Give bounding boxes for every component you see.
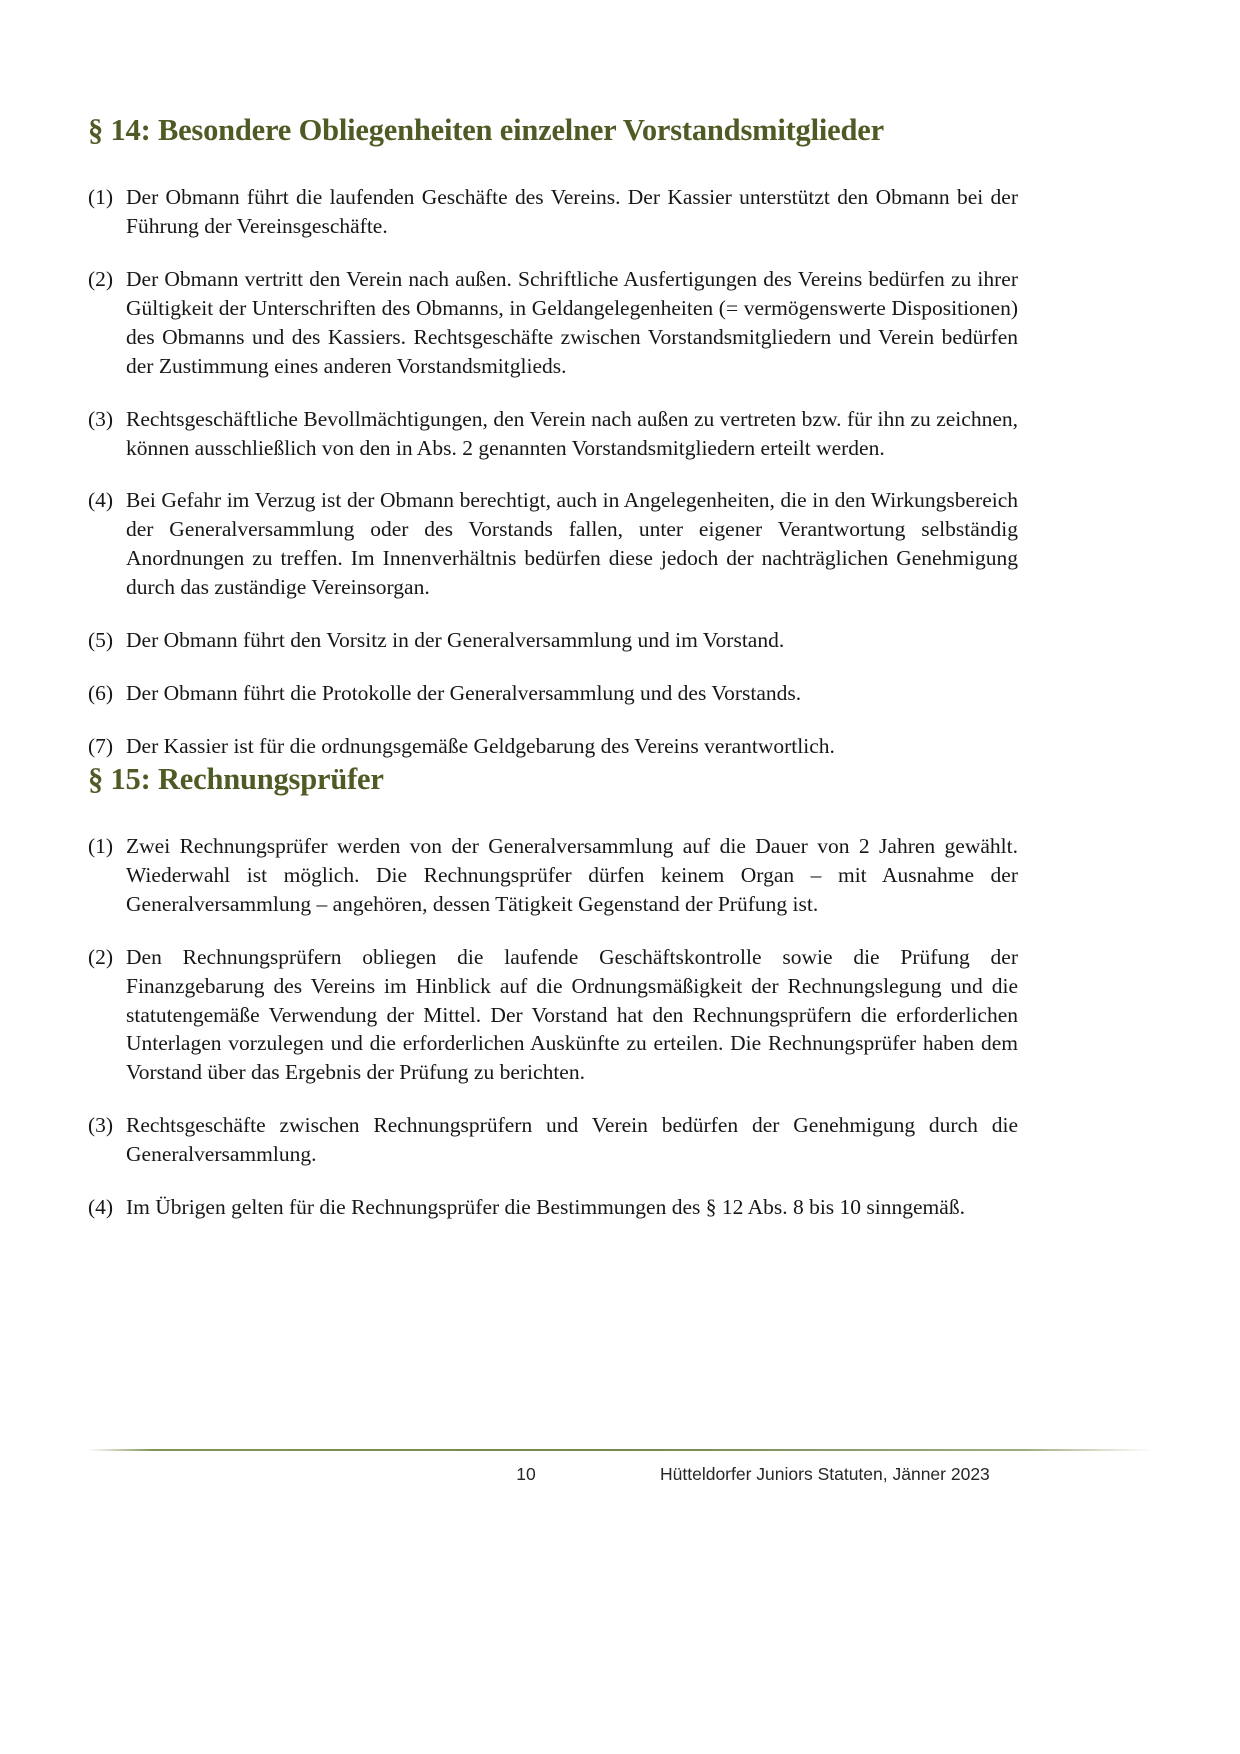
- clause-text: Der Kassier ist für die ordnungsgemäße Geldgebarung des Vereins verantwortlich.: [126, 733, 835, 758]
- clause-text: Den Rechnungsprüfern obliegen die laufende Geschäftskontrolle sowie die Prüfung der Finanzgebarung des Vereins im Hinblick auf die Ordnungsmäßigkeit der Rechnungslegung und die statutengemäße Verwendung der Mittel. Der Vorstand hat den Rechnungsprüfern die erforderlichen Unterlagen vorzulegen und die erforderlichen Auskünfte zu erteilen. Die Rechnungsprüfer haben dem Vorstand über das Ergebnis der Prüfung zu berichten.: [126, 944, 1018, 1085]
- clause-text: Bei Gefahr im Verzug ist der Obmann berechtigt, auch in Angelegenheiten, die in den Wirkungsbereich der Generalversammlung oder des Vorstands fallen, unter eigener Verantwortung selbständig Anordnungen zu treffen. Im Innenverhältnis bedürfen diese jedoch der nachträglichen Genehmigung durch das zuständige Vereinsorgan.: [126, 488, 1018, 600]
- section-heading-14: § 14: Besondere Obliegenheiten einzelner Vorstandsmitglieder: [88, 113, 884, 147]
- clause-15-2: [88, 943, 1018, 1088]
- clause-text: Rechtsgeschäftliche Bevollmächtigungen, den Verein nach außen zu vertreten bzw. für ihn zu zeichnen, können ausschließlich von den in Abs. 2 genannten Vorstandsmitgliedern erteilt werden.: [126, 406, 1018, 460]
- clause-14-3: [88, 405, 1018, 463]
- page-footer: [88, 1458, 1152, 1498]
- footer-document-title: Hütteldorfer Juniors Statuten, Jänner 2023: [660, 1464, 990, 1484]
- clause-text: Der Obmann führt den Vorsitz in der Generalversammlung und im Vorstand.: [126, 628, 785, 653]
- clause-text: Der Obmann führt die laufenden Geschäfte des Vereins. Der Kassier unterstützt den Obmann bei der Führung der Vereinsgeschäfte.: [126, 185, 1018, 239]
- clause-number: (1): [88, 185, 114, 210]
- clause-15-3: [88, 1111, 1018, 1169]
- footer-divider: [88, 1449, 1152, 1451]
- clause-14-6: [88, 679, 1018, 708]
- clause-number: (6): [88, 680, 114, 705]
- clause-text: Im Übrigen gelten für die Rechnungsprüfer die Bestimmungen des § 12 Abs. 8 bis 10 sinngemäß.: [126, 1195, 965, 1220]
- clause-14-1: [88, 183, 1018, 241]
- clause-text: Rechtsgeschäfte zwischen Rechnungsprüfern und Verein bedürfen der Genehmigung durch die Generalversammlung.: [126, 1113, 1018, 1167]
- clause-text: Der Obmann führt die Protokolle der Generalversammlung und des Vorstands.: [126, 680, 802, 705]
- clause-number: (7): [88, 733, 114, 758]
- clause-text: Zwei Rechnungsprüfer werden von der Generalversammlung auf die Dauer von 2 Jahren gewählt. Wiederwahl ist möglich. Die Rechnungsprüfer dürfen keinem Organ – mit Ausnahme der Generalversammlung – angehören, dessen Tätigkeit Gegenstand der Prüfung ist.: [126, 834, 1018, 916]
- clause-number: (2): [88, 267, 114, 292]
- clause-number: (4): [88, 488, 114, 513]
- clause-number: (3): [88, 1113, 114, 1138]
- clause-number: (1): [88, 834, 114, 858]
- page-number: 10: [516, 1464, 536, 1484]
- clause-number: (2): [88, 944, 114, 969]
- clause-14-7: [88, 732, 1018, 761]
- clause-text: Der Obmann vertritt den Verein nach außen. Schriftliche Ausfertigungen des Vereins bedürfen zu ihrer Gültigkeit der Unterschriften des Obmanns, in Geldangelegenheiten (= vermögenswerte Dispositionen) des Obmanns und des Kassiers. Rechtsgeschäfte zwischen Vorstandsmitgliedern und Verein bedürfen der Zustimmung eines anderen Vorstandsmitglieds.: [126, 267, 1018, 378]
- clause-14-4: [88, 486, 1018, 602]
- clause-14-5: [88, 626, 1018, 655]
- clause-number: (3): [88, 406, 114, 431]
- clause-14-2: [88, 265, 1018, 381]
- document-body: [88, 112, 1018, 1222]
- section-heading-15: § 15: Rechnungsprüfer: [88, 761, 384, 796]
- clause-number: (5): [88, 628, 114, 653]
- clause-15-1: [88, 832, 1018, 919]
- clause-number: (4): [88, 1195, 114, 1220]
- clause-15-4: [88, 1193, 1018, 1222]
